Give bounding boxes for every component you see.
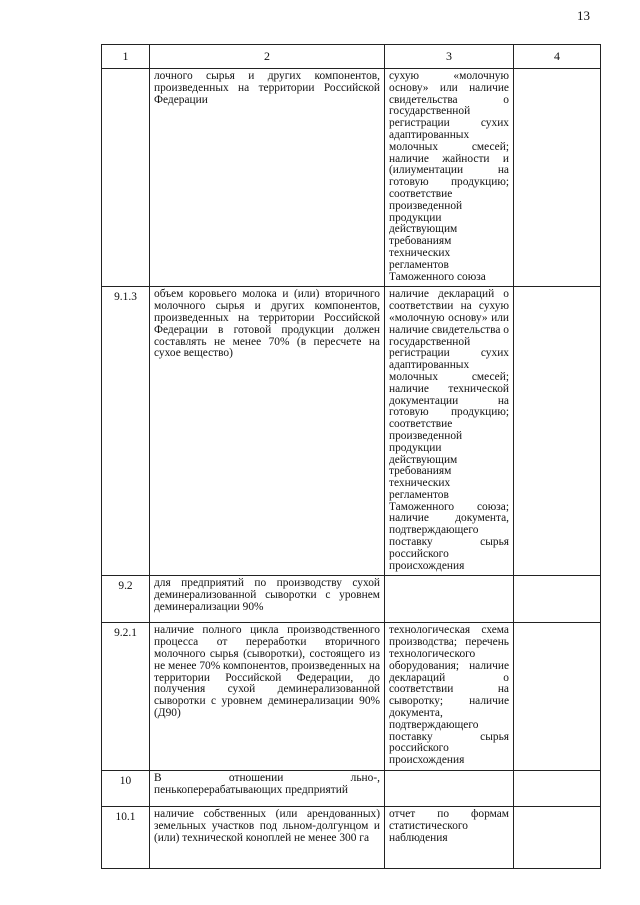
table-header-row xyxy=(102,45,601,69)
condition-text: наличие полного цикла производственного процесса от переработки вторичного молочного сырья (сыворотки), состоящего из не менее 70% компонентов, произведенных на территории Российской Федерации, до получения сухой деминерализованной сыворотки с уровнем деминерализации 90% (Д90) xyxy=(154,624,381,720)
col4-cell xyxy=(514,69,601,287)
documents-cell xyxy=(385,576,514,623)
condition-cell xyxy=(150,623,385,771)
condition-cell xyxy=(150,807,385,869)
page-number: 13 xyxy=(577,8,590,23)
header-cell: 2 xyxy=(150,45,385,69)
row-number: 9.2 xyxy=(102,576,150,623)
col4-cell xyxy=(514,623,601,771)
row-number: 10 xyxy=(102,771,150,807)
table-row xyxy=(102,287,601,576)
condition-text: В отношении льно-, пенькоперерабатывающих предприятий xyxy=(154,772,380,796)
row-number: 9.2.1 xyxy=(102,623,150,771)
col4-cell xyxy=(514,807,601,869)
table-row xyxy=(102,623,601,771)
condition-text: объем коровьего молока и (или) вторичного молочного сырья и других компонентов, произведенных на территории Российской Федерации в готовой продукции должен составлять не менее 70% (в пересчете на сухое вещество) xyxy=(154,288,380,360)
condition-cell xyxy=(150,576,385,623)
documents-text: отчет по формам статистического наблюдения xyxy=(389,808,509,844)
documents-text: сухую «молочную основу» или наличие свидетельства о государственной регистрации сухих адаптированных молочных смесей; наличие жайности и (илиументации на готовую продукцию; соответствие произведенной продукции действующим требованиям технических регламентов Таможенного союза xyxy=(389,70,509,283)
documents-cell xyxy=(385,807,514,869)
header-cell: 4 xyxy=(514,45,601,69)
condition-cell xyxy=(150,771,385,807)
documents-cell xyxy=(385,771,514,807)
row-number: 9.1.3 xyxy=(102,287,150,576)
documents-cell xyxy=(385,623,514,771)
documents-text: наличие деклараций о соответствии на сухую «молочную основу» или наличие свидетельства о государственной регистрации сухих адаптированных молочных смесей; наличие технической документации на готовую продукцию; соответствие произведенной продукции действующим требованиям технических регламентов Таможенного союза; наличие документа, подтверждающего поставку сырья российского происхождения xyxy=(389,288,509,572)
header-cell: 1 xyxy=(102,45,150,69)
table-row xyxy=(102,807,601,869)
condition-text: наличие собственных (или арендованных) земельных участков под льном-долгунцом и (или) технической коноплей не менее 300 га xyxy=(154,808,380,844)
condition-cell xyxy=(150,287,385,576)
header-cell: 3 xyxy=(385,45,514,69)
condition-cell xyxy=(150,69,385,287)
row-number xyxy=(102,69,150,287)
col4-cell xyxy=(514,287,601,576)
condition-text: лочного сырья и других компонентов, произведенных на территории Российской Федерации xyxy=(154,70,380,106)
row-number: 10.1 xyxy=(102,807,150,869)
condition-text: для предприятий по производству сухой деминерализованной сыворотки с уровнем деминерализации 90% xyxy=(154,577,380,614)
table-row xyxy=(102,576,601,623)
table-row xyxy=(102,69,601,287)
table-row xyxy=(102,771,601,807)
requirements-table xyxy=(101,44,601,869)
documents-cell xyxy=(385,69,514,287)
documents-cell xyxy=(385,287,514,576)
documents-text: технологическая схема производства; перечень технологического оборудования; наличие деклараций о соответствии на сыворотку; наличие документа, подтверждающего поставку сырья российского происхождения xyxy=(389,624,509,767)
col4-cell xyxy=(514,576,601,623)
col4-cell xyxy=(514,771,601,807)
